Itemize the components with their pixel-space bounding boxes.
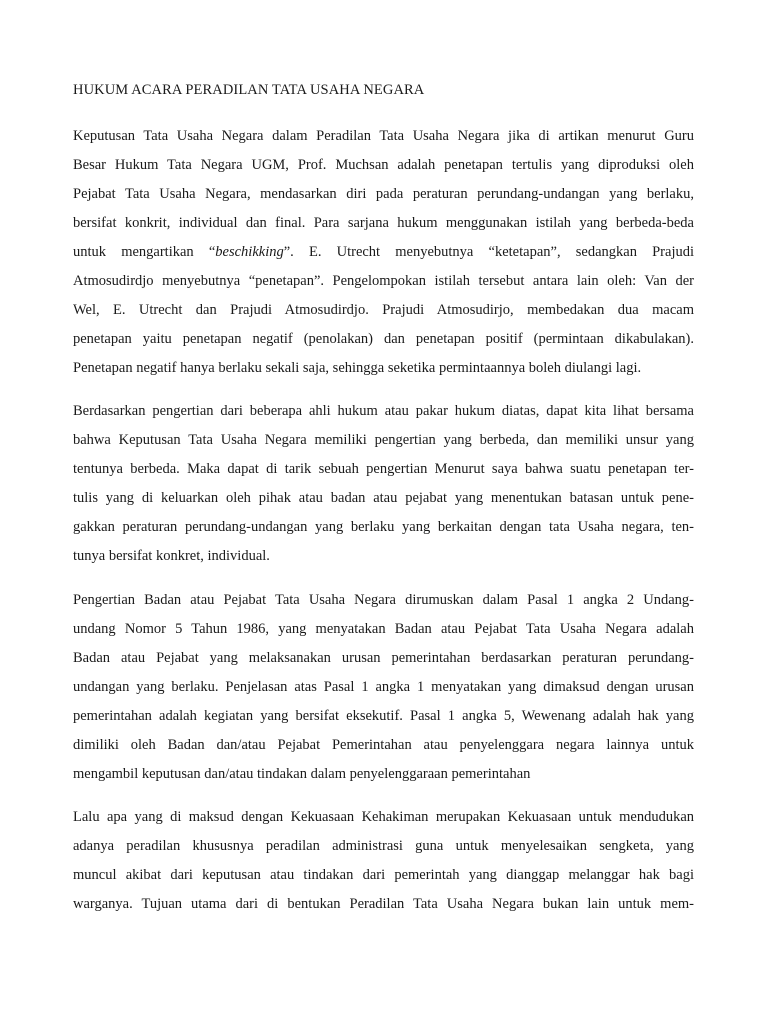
- text-line: dimiliki oleh Badan dan/atau Pejabat Pemerintahan atau penyelenggara negara lainnya untuk: [73, 737, 694, 753]
- paragraph-3: [73, 586, 694, 789]
- text-line: Besar Hukum Tata Negara UGM, Prof. Muchsan adalah penetapan tertulis yang diproduksi oleh: [73, 157, 694, 173]
- text-fragment: ”. E. Utrecht menyebutnya “ketetapan”, sedangkan Prajudi: [283, 244, 694, 260]
- text-line: Lalu apa yang di maksud dengan Kekuasaan Kehakiman merupakan Kekuasaan untuk mendudukan: [73, 809, 694, 825]
- text-line: Badan atau Pejabat yang melaksanakan urusan pemerintahan berdasarkan peraturan perundang-: [73, 650, 694, 666]
- text-line: warganya. Tujuan utama dari di bentukan Peradilan Tata Usaha Negara bukan lain untuk mem-: [73, 896, 694, 912]
- paragraph-1: [73, 122, 694, 383]
- paragraph-4: [73, 803, 694, 919]
- text-line: muncul akibat dari keputusan atau tindakan dari pemerintah yang dianggap melanggar hak bagi: [73, 867, 694, 883]
- text-line: tulis yang di keluarkan oleh pihak atau badan atau pejabat yang menentukan batasan untuk pene-: [73, 490, 694, 506]
- text-line: Wel, E. Utrecht dan Prajudi Atmosudirdjo. Prajudi Atmosudirjo, membedakan dua macam: [73, 302, 694, 318]
- text-line: bahwa Keputusan Tata Usaha Negara memiliki pengertian yang berbeda, dan memiliki unsur yang: [73, 432, 694, 448]
- text-line: tentunya berbeda. Maka dapat di tarik sebuah pengertian Menurut saya bahwa suatu penetapan ter-: [73, 461, 694, 477]
- text-line: gakkan peraturan perundang-undangan yang berlaku yang berkaitan dengan tata Usaha negara, ten-: [73, 519, 694, 535]
- text-line: mengambil keputusan dan/atau tindakan dalam penyelenggaraan pemerintahan: [73, 766, 531, 782]
- text-line: undang Nomor 5 Tahun 1986, yang menyatakan Badan atau Pejabat Tata Usaha Negara adalah: [73, 621, 694, 637]
- text-fragment: untuk mengartikan “: [73, 244, 216, 260]
- text-line: pemerintahan adalah kegiatan yang bersifat eksekutif. Pasal 1 angka 5, Wewenang adalah hak yang: [73, 708, 694, 724]
- document-title: HUKUM ACARA PERADILAN TATA USAHA NEGARA: [73, 82, 425, 98]
- text-line: bersifat konkrit, individual dan final. Para sarjana hukum menggunakan istilah yang berbeda-beda: [73, 215, 694, 231]
- text-line: tunya bersifat konkret, individual.: [73, 548, 270, 564]
- text-line: Pejabat Tata Usaha Negara, mendasarkan diri pada peraturan perundang-undangan yang berlaku,: [73, 186, 694, 202]
- paragraph-2: [73, 397, 694, 571]
- text-line: adanya peradilan khususnya peradilan administrasi guna untuk menyelesaikan sengketa, yang: [73, 838, 694, 854]
- document-body: [73, 80, 694, 919]
- text-line: Atmosudirdjo menyebutnya “penetapan”. Pengelompokan istilah tersebut antara lain oleh: Van der: [73, 273, 694, 289]
- text-line: penetapan yaitu penetapan negatif (penolakan) dan penetapan positif (permintaan dikabulakan).: [73, 331, 694, 347]
- text-line: undangan yang berlaku. Penjelasan atas Pasal 1 angka 1 menyatakan yang dimaksud dengan urusan: [73, 679, 694, 695]
- italic-term: beschikking: [215, 244, 284, 260]
- text-line: Penetapan negatif hanya berlaku sekali saja, sehingga seketika permintaannya boleh diulangi lagi.: [73, 360, 642, 376]
- text-line: Pengertian Badan atau Pejabat Tata Usaha Negara dirumuskan dalam Pasal 1 angka 2 Undang-: [73, 592, 694, 608]
- text-line: Keputusan Tata Usaha Negara dalam Peradilan Tata Usaha Negara jika di artikan menurut Guru: [73, 128, 694, 144]
- text-line-with-italic: [73, 238, 694, 267]
- text-line: Berdasarkan pengertian dari beberapa ahli hukum atau pakar hukum diatas, dapat kita lihat bersama: [73, 403, 694, 419]
